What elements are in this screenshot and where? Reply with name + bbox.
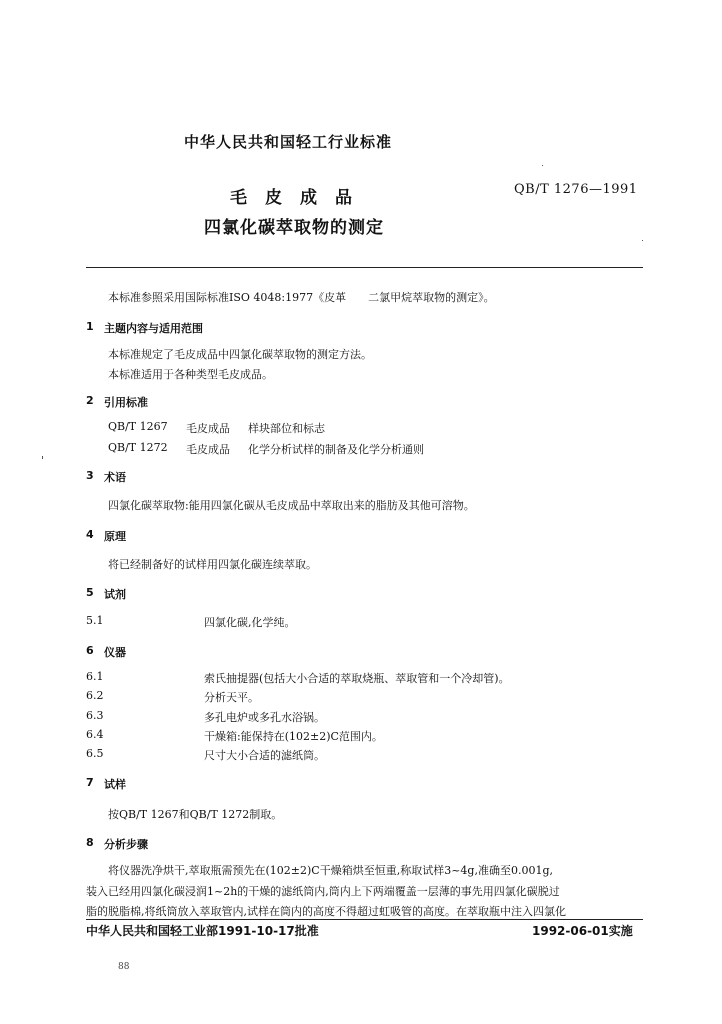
section-number: 6	[86, 644, 94, 657]
intro-statement: 本标准参照采用国际标准ISO 4048:1977《皮革 二氯甲烷萃取物的测定》。	[108, 291, 495, 304]
scan-speck	[42, 456, 43, 459]
section-title: 引用标准	[104, 396, 148, 409]
section-title: 试样	[104, 778, 126, 791]
section-number: 8	[86, 836, 94, 849]
scan-speck	[642, 240, 643, 241]
section-number: 1	[86, 320, 94, 333]
subclause-text: 四氯化碳,化学纯。	[204, 616, 296, 629]
section-number: 4	[86, 528, 94, 541]
section-1-heading	[0, 320, 722, 334]
subclause-number: 5.1	[86, 614, 104, 627]
section-1-paragraph-2: 本标准适用于各种类型毛皮成品。	[108, 368, 273, 381]
subclause-text: 多孔电炉或多孔水浴锅。	[204, 711, 325, 724]
reference-subject: 毛皮成品	[186, 443, 230, 456]
section-8-heading	[0, 836, 722, 850]
approval-statement: 中华人民共和国轻工业部1991-10-17批准	[86, 924, 319, 938]
subclause	[86, 689, 643, 703]
subclause-text: 尺寸大小合适的滤纸筒。	[204, 749, 325, 762]
section-4-heading	[0, 528, 722, 542]
section-3-heading	[0, 469, 722, 483]
reference-code: QB/T 1272	[108, 441, 168, 454]
footer-divider	[86, 919, 643, 920]
section-number: 3	[86, 469, 94, 482]
section-7-paragraph: 按QB/T 1267和QB/T 1272制取。	[108, 808, 283, 821]
section-8-paragraph-line: 装入已经用四氯化碳浸润1~2h的干燥的滤纸筒内,筒内上下两端覆盖一层薄的事先用四氯化碳脱过	[86, 885, 560, 898]
scan-speck	[542, 165, 543, 166]
standard-number: QB/T 1276—1991	[514, 182, 638, 197]
issuing-authority-header: 中华人民共和国轻工行业标准	[184, 133, 393, 151]
subclause-text: 分析天平。	[204, 691, 259, 704]
reference-title: 样块部位和标志	[248, 422, 325, 435]
section-8-paragraph-line: 将仪器洗净烘干,萃取瓶需预先在(102±2)C干燥箱烘至恒重,称取试样3~4g,准确至0.001g,	[86, 864, 553, 877]
reference-title: 化学分析试样的制备及化学分析通则	[248, 443, 424, 456]
subclause-number: 6.5	[86, 747, 104, 760]
section-6-heading	[0, 644, 722, 658]
section-title: 原理	[104, 530, 126, 543]
subclause	[86, 709, 643, 723]
section-title: 主题内容与适用范围	[104, 322, 203, 335]
section-2-heading	[0, 394, 722, 408]
subclause-number: 6.3	[86, 709, 104, 722]
section-7-heading	[0, 776, 722, 790]
subclause-number: 6.1	[86, 670, 104, 683]
section-8-paragraph-line: 脂的脱脂棉,将纸筒放入萃取管内,试样在筒内的高度不得超过虹吸管的高度。在萃取瓶中注入四氯化	[86, 905, 566, 918]
section-number: 7	[86, 776, 94, 789]
subclause	[86, 670, 643, 684]
page-number: 88	[118, 962, 130, 972]
section-4-paragraph: 将已经制备好的试样用四氯化碳连续萃取。	[108, 558, 317, 571]
document-title-line1: 毛皮成品	[230, 188, 370, 208]
section-title: 分析步骤	[104, 838, 148, 851]
subclause	[86, 614, 643, 628]
section-3-definition: 四氯化碳萃取物:能用四氯化碳从毛皮成品中萃取出来的脂肪及其他可溶物。	[108, 499, 475, 512]
section-5-heading	[0, 586, 722, 600]
section-1-paragraph-1: 本标准规定了毛皮成品中四氯化碳萃取物的测定方法。	[108, 348, 372, 361]
reference-item	[0, 420, 722, 434]
title-divider	[86, 267, 643, 268]
section-title: 试剂	[104, 588, 126, 601]
section-number: 5	[86, 586, 94, 599]
subclause-text: 干燥箱:能保持在(102±2)C范围内。	[204, 730, 383, 743]
reference-item	[0, 441, 722, 455]
subclause-text: 索氏抽提器(包括大小合适的萃取烧瓶、萃取管和一个冷却管)。	[204, 672, 510, 685]
subclause-number: 6.4	[86, 728, 104, 741]
section-title: 术语	[104, 471, 126, 484]
section-number: 2	[86, 394, 94, 407]
subclause-number: 6.2	[86, 689, 104, 702]
section-title: 仪器	[104, 646, 126, 659]
document-title-line2: 四氯化碳萃取物的测定	[204, 218, 384, 238]
implementation-date: 1992-06-01实施	[532, 924, 633, 938]
subclause	[86, 747, 643, 761]
reference-code: QB/T 1267	[108, 420, 168, 433]
subclause	[86, 728, 643, 742]
reference-subject: 毛皮成品	[186, 422, 230, 435]
